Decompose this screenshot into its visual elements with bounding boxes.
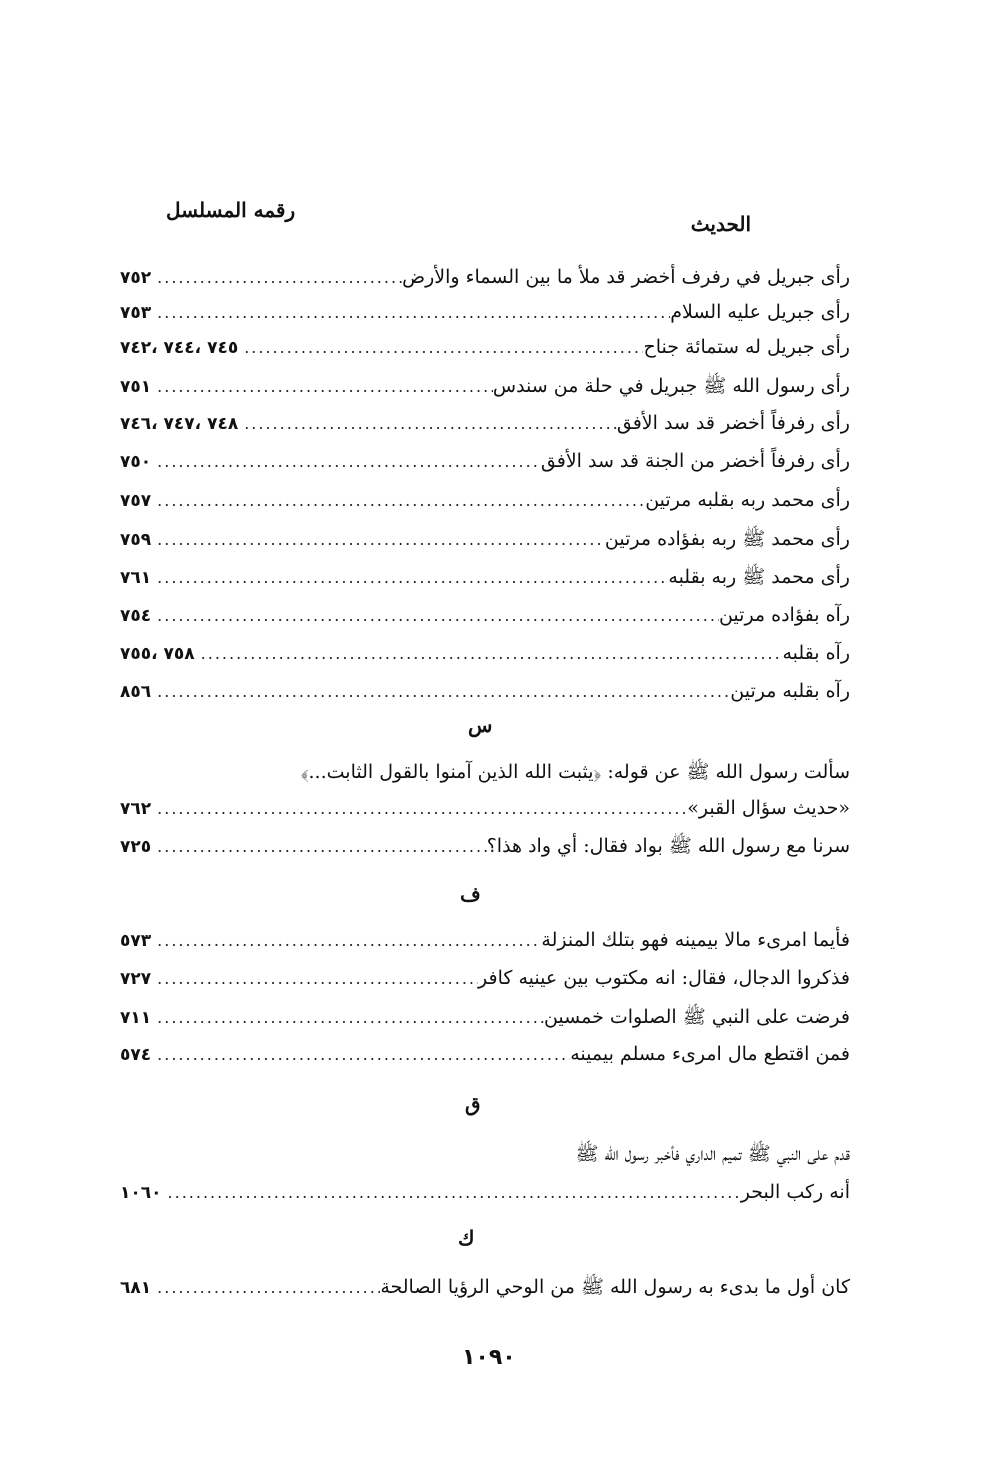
- section-letter-qaf: ق: [465, 1092, 481, 1116]
- index-entry-line: قدم على النبي ﷺ تميم الداري فأخبر رسول الله ﷺ: [575, 1143, 850, 1165]
- index-entry: «حديث سؤال القبر» ..... ٧٦٢: [120, 797, 850, 827]
- index-entry: فذكروا الدجال، فقال: انه مكتوب بين عينيه كافر ..... ٧٢٧: [120, 967, 850, 997]
- index-entry: رآه بقلبه ..... ٧٥٨ ،٧٥٥: [120, 642, 850, 672]
- index-entry: رآه بفؤاده مرتين ..... ٧٥٤: [120, 604, 850, 634]
- index-entry: رأى محمد ﷺ ربه بفؤاده مرتين ..... ٧٥٩: [120, 527, 850, 557]
- index-entry: رأى محمد ﷺ ربه بقلبه ..... ٧٦١: [120, 565, 850, 595]
- index-entry: فمن اقتطع مال امرىء مسلم بيمينه ..... ٥٧٤: [120, 1043, 850, 1073]
- index-entry: أنه ركب البحر ..... ١٠٦٠: [120, 1181, 850, 1211]
- index-entry: رأى جبريل في رفرف أخضر قد ملأ ما بين السماء والأرض ..... ٧٥٢: [120, 266, 850, 296]
- index-entry-line: سألت رسول الله ﷺ عن قوله: ﴿يثبت الله الذين آمنوا بالقول الثابت...﴾: [300, 761, 850, 783]
- index-entry: كان أول ما بدىء به رسول الله ﷺ من الوحي الرؤيا الصالحة ..... ٦٨١: [120, 1275, 850, 1305]
- index-entry: رآه بقلبه مرتين ..... ٨٥٦: [120, 680, 850, 710]
- index-entry: رأى محمد ربه بقلبه مرتين ..... ٧٥٧: [120, 489, 850, 519]
- column-header-hadith: الحديث: [690, 212, 751, 236]
- section-letter-seen: س: [468, 713, 493, 737]
- section-letter-kaf: ك: [458, 1226, 475, 1250]
- page-number: ١٠٩٠: [462, 1345, 516, 1370]
- section-letter-fa: ف: [460, 882, 481, 906]
- column-header-serial: رقمه المسلسل: [166, 198, 296, 222]
- index-entry: فرضت على النبي ﷺ الصلوات خمسين ..... ٧١١: [120, 1005, 850, 1035]
- index-entry: رأى جبريل عليه السلام ..... ٧٥٣: [120, 301, 850, 331]
- index-entry: رأى جبريل له ستمائة جناح ..... ٧٤٥ ،٧٤٤ ،٧٤٢: [120, 336, 850, 366]
- index-entry: فأيما امرىء مالا بيمينه فهو بتلك المنزلة ..... ٥٧٣: [120, 929, 850, 959]
- index-entry: سرنا مع رسول الله ﷺ بواد فقال: أي واد هذا؟ ..... ٧٢٥: [120, 834, 850, 864]
- index-entry: رأى رفرفاً أخضر قد سد الأفق ..... ٧٤٨ ،٧٤٧ ،٧٤٦: [120, 412, 850, 442]
- index-entry: رأى رسول الله ﷺ جبريل في حلة من سندس ..... ٧٥١: [120, 374, 850, 404]
- index-entry: رأى رفرفاً أخضر من الجنة قد سد الأفق ..... ٧٥٠: [120, 450, 850, 480]
